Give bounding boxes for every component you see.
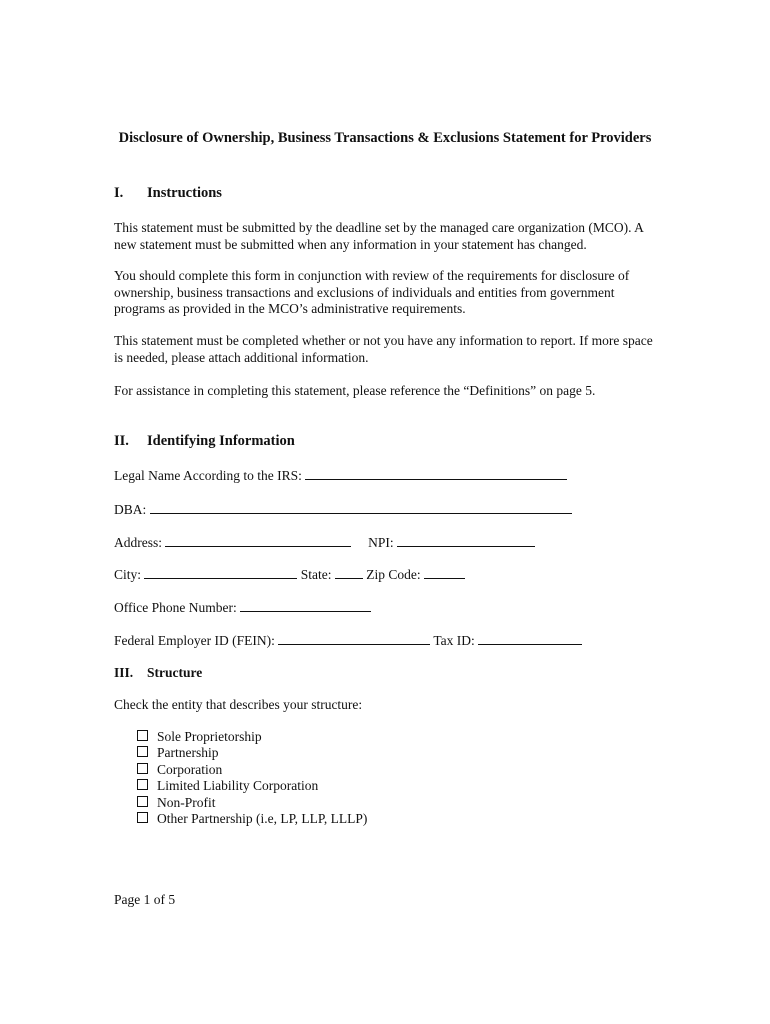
dba-row (114, 501, 572, 518)
zip-field[interactable] (424, 566, 465, 579)
section-title: Instructions (147, 185, 222, 201)
structure-option[interactable] (137, 729, 367, 745)
dba-label: DBA: (114, 502, 147, 517)
dba-field[interactable] (150, 501, 572, 514)
legal-name-field[interactable] (305, 467, 567, 480)
address-label: Address: (114, 535, 162, 550)
instructions-paragraph-3: This statement must be completed whether or not you have any information to report. If more space is needed, please attach additional information. (114, 333, 653, 365)
structure-option[interactable] (137, 811, 367, 827)
zip-label: Zip Code: (366, 567, 421, 582)
checkbox-icon[interactable] (137, 779, 148, 790)
page-number: Page 1 of 5 (114, 892, 176, 907)
section-structure-heading (114, 664, 202, 682)
office-phone-field[interactable] (240, 599, 371, 612)
tax-id-field[interactable] (478, 632, 582, 645)
structure-option-label: Limited Liability Corporation (157, 778, 319, 794)
npi-label: NPI: (368, 535, 394, 550)
tax-id-label: Tax ID: (433, 633, 475, 648)
address-field[interactable] (165, 534, 351, 547)
city-row (114, 566, 465, 583)
legal-name-row (114, 467, 567, 484)
npi-field[interactable] (397, 534, 535, 547)
structure-option[interactable] (137, 795, 367, 811)
checkbox-icon[interactable] (137, 746, 148, 757)
document-title: Disclosure of Ownership, Business Transactions & Exclusions Statement for Providers (118, 130, 652, 146)
legal-name-label: Legal Name According to the IRS: (114, 468, 302, 483)
instructions-paragraph-4: For assistance in completing this statement, please reference the “Definitions” on page 5. (114, 383, 596, 398)
checkbox-icon[interactable] (137, 796, 148, 807)
city-label: City: (114, 567, 142, 582)
checkbox-icon[interactable] (137, 812, 148, 823)
structure-option[interactable] (137, 778, 367, 794)
section-title: Identifying Information (147, 433, 295, 449)
instructions-paragraph-1: This statement must be submitted by the deadline set by the managed care organization (MCO). A new statement must be submitted when any information in your statement has changed. (114, 220, 644, 252)
structure-option-label: Sole Proprietorship (157, 729, 262, 744)
structure-option-label: Corporation (157, 761, 223, 777)
structure-options-list (137, 729, 367, 827)
state-label: State: (300, 567, 332, 582)
instructions-paragraph-2: You should complete this form in conjunction with review of the requirements for disclosure of ownership, business transactions and exclusions of individuals and entities from government programs as provided in the MCO’s administrative requirements. (114, 268, 630, 316)
structure-option-label: Partnership (157, 745, 219, 761)
city-field[interactable] (144, 566, 297, 579)
structure-prompt: Check the entity that describes your structure: (114, 697, 363, 712)
section-title: Structure (147, 665, 203, 680)
fein-label: Federal Employer ID (FEIN): (114, 633, 275, 648)
fein-field[interactable] (278, 632, 430, 645)
address-row (114, 534, 535, 551)
office-phone-label: Office Phone Number: (114, 600, 237, 615)
section-instructions-heading (114, 184, 222, 202)
structure-option[interactable] (137, 745, 367, 761)
section-number: I. (114, 185, 124, 201)
section-number: III. (114, 665, 134, 680)
section-number: II. (114, 433, 129, 449)
checkbox-icon[interactable] (137, 730, 148, 741)
structure-option[interactable] (137, 762, 367, 778)
office-phone-row (114, 599, 371, 616)
checkbox-icon[interactable] (137, 763, 148, 774)
section-identifying-heading (114, 432, 295, 450)
structure-option-label: Non-Profit (157, 794, 216, 810)
structure-option-label: Other Partnership (i.e, LP, LLP, LLLP) (157, 811, 368, 827)
state-field[interactable] (335, 566, 363, 579)
fein-row (114, 632, 582, 649)
